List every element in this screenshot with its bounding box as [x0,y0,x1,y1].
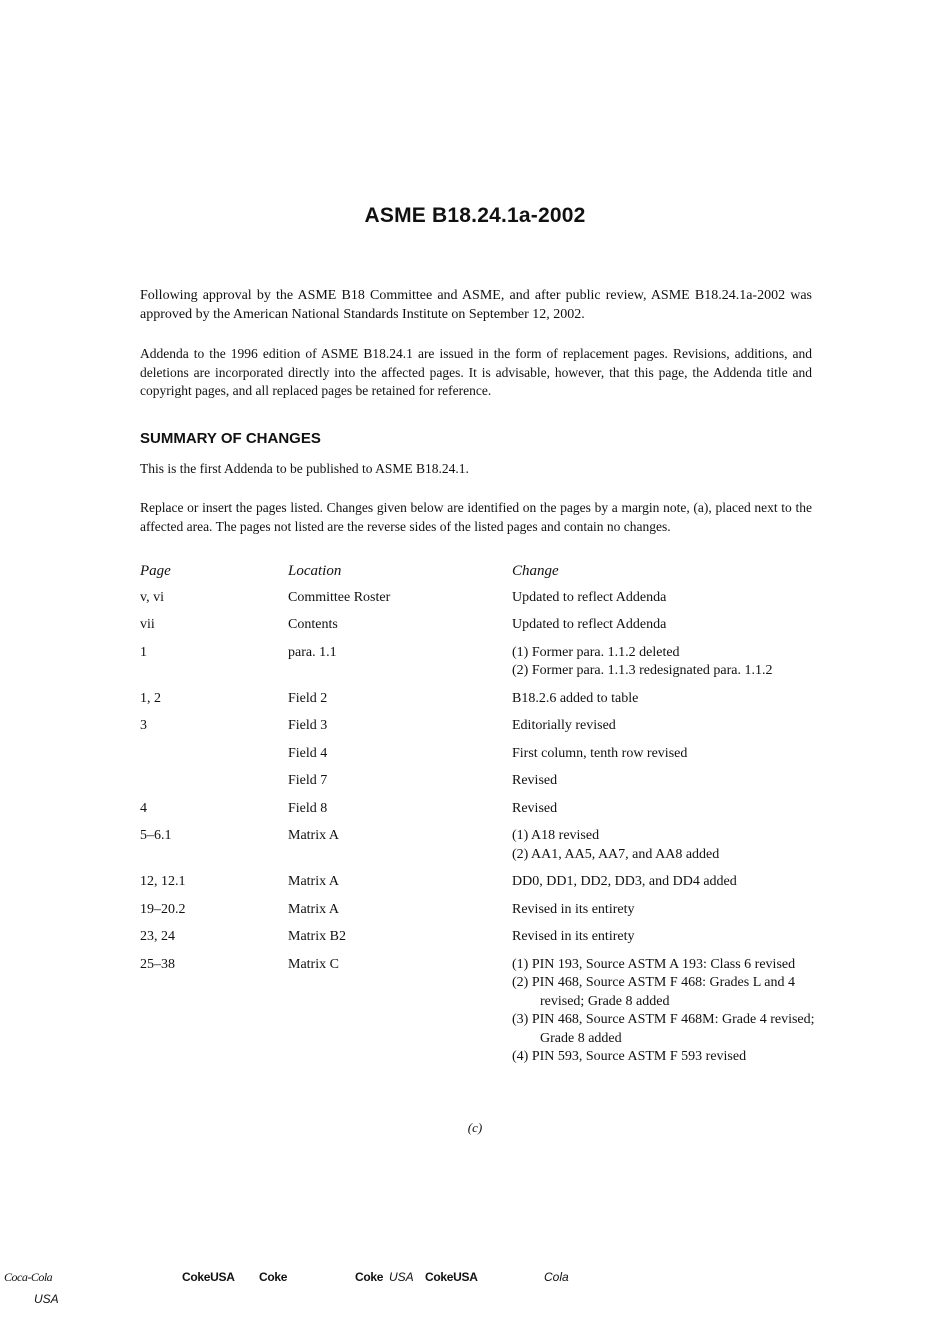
table-row [140,956,820,1067]
cell-location: Field 4 [288,745,328,761]
cell-location: Matrix B2 [288,929,346,944]
cell-location: Matrix C [288,956,339,972]
cell-page: 23, 24 [140,929,175,944]
coca-cola-logo: Coca-Cola [4,1270,53,1284]
cell-location: Field 7 [288,773,328,788]
footer-watermark-strip [0,1270,950,1310]
change-item: Revised [512,773,558,788]
cell-change [512,745,820,764]
cell-change [512,717,820,736]
summary-heading: SUMMARY OF CHANGES [140,430,321,447]
cell-location: Matrix A [288,901,339,917]
cell-page: 25–38 [140,956,175,972]
table-row [140,745,820,764]
table-body [140,589,820,1067]
change-item: Revised [512,800,558,816]
header-page: Page [140,563,171,579]
document-title: ASME B18.24.1a-2002 [364,204,586,227]
usa-mark: USA [34,1292,59,1306]
cell-location: Field 3 [288,718,328,733]
change-item: (2) Former para. 1.1.3 redesignated para. 1.1.2 [512,663,773,678]
coke-usa-logo: CokeUSA [182,1270,235,1284]
cell-page: 3 [140,718,147,733]
cell-change [512,616,820,635]
table-row [140,901,820,920]
cell-page [140,745,288,764]
table-row [140,873,820,892]
cell-change [512,800,820,819]
change-item: Revised in its entirety [512,929,635,944]
cell-page [140,772,288,791]
header-change: Change [512,563,559,579]
change-item: (2) PIN 468, Source ASTM F 468: Grades L and 4 revised; Grade 8 added [512,975,795,1009]
table-row [140,772,820,791]
cell-location: Matrix A [288,874,339,889]
table-row [140,800,820,819]
cell-change [512,956,820,1067]
change-item: Revised in its entirety [512,901,635,917]
cell-page: 5–6.1 [140,828,172,843]
cell-page: 12, 12.1 [140,874,186,889]
table-row [140,589,820,608]
cell-change [512,873,820,892]
change-item: (4) PIN 593, Source ASTM F 593 revised [512,1049,747,1064]
approval-paragraph: Following approval by the ASME B18 Committee and ASME, and after public review, ASME B18.24.1a-2002 was approved by the American National Standards Institute on September 12, 2002. [140,288,812,322]
change-item: (3) PIN 468, Source ASTM F 468M: Grade 4 revised; Grade 8 added [512,1012,815,1046]
cell-change [512,827,820,864]
cell-page: 4 [140,800,147,816]
cell-location: Field 8 [288,800,328,816]
cell-page: 1 [140,644,147,660]
change-item: DD0, DD1, DD2, DD3, and DD4 added [512,874,737,889]
cell-page: v, vi [140,589,164,605]
coke-usa-logo: CokeUSA [425,1270,478,1284]
cola-mark: Cola [544,1270,569,1284]
cell-change [512,690,820,709]
change-item: Editorially revised [512,718,616,733]
cell-page: 1, 2 [140,690,161,706]
cell-location: Committee Roster [288,589,391,605]
cell-change [512,644,820,681]
change-item: (1) Former para. 1.1.2 deleted [512,644,680,660]
cell-change [512,772,820,791]
change-item: (1) PIN 193, Source ASTM A 193: Class 6 revised [512,956,796,972]
cell-change [512,928,820,947]
cell-location: para. 1.1 [288,644,337,660]
changes-table [140,562,820,1076]
coke-logo: Coke [259,1270,288,1284]
cell-change [512,589,820,608]
table-row [140,717,820,736]
addenda-paragraph: Addenda to the 1996 edition of ASME B18.24.1 are issued in the form of replacement pages. Revisions, additions, and deletions are incorporated directly into the affected pages. It is advisable, however, that this page, the Addenda title and copyright pages, and all replaced pages be retained for reference. [140,346,812,398]
change-item: Updated to reflect Addenda [512,617,667,632]
table-row [140,827,820,864]
change-item: (2) AA1, AA5, AA7, and AA8 added [512,846,720,862]
change-item: First column, tenth row revised [512,745,688,761]
change-item: (1) A18 revised [512,828,600,843]
cell-location: Contents [288,617,338,632]
table-row [140,928,820,947]
instructions-paragraph: Replace or insert the pages listed. Changes given below are identified on the pages by a margin note, (a), placed next to the affected area. The pages not listed are the reverse sides of the listed pages and contain no changes. [140,500,812,534]
table-row [140,690,820,709]
page-marker: (c) [467,1120,483,1135]
cell-page: 19–20.2 [140,901,186,917]
cell-location: Field 2 [288,690,328,706]
header-location: Location [288,563,342,579]
change-item: B18.2.6 added to table [512,690,639,706]
first-addenda-paragraph: This is the first Addenda to be published to ASME B18.24.1. [140,461,469,476]
table-header-row [140,562,820,581]
change-item: Updated to reflect Addenda [512,589,667,605]
usa-mark: USA [389,1270,414,1284]
cell-location: Matrix A [288,828,339,843]
table-row [140,644,820,681]
cell-page: vii [140,617,155,632]
coke-logo: Coke [355,1270,384,1284]
cell-change [512,901,820,920]
table-row [140,616,820,635]
